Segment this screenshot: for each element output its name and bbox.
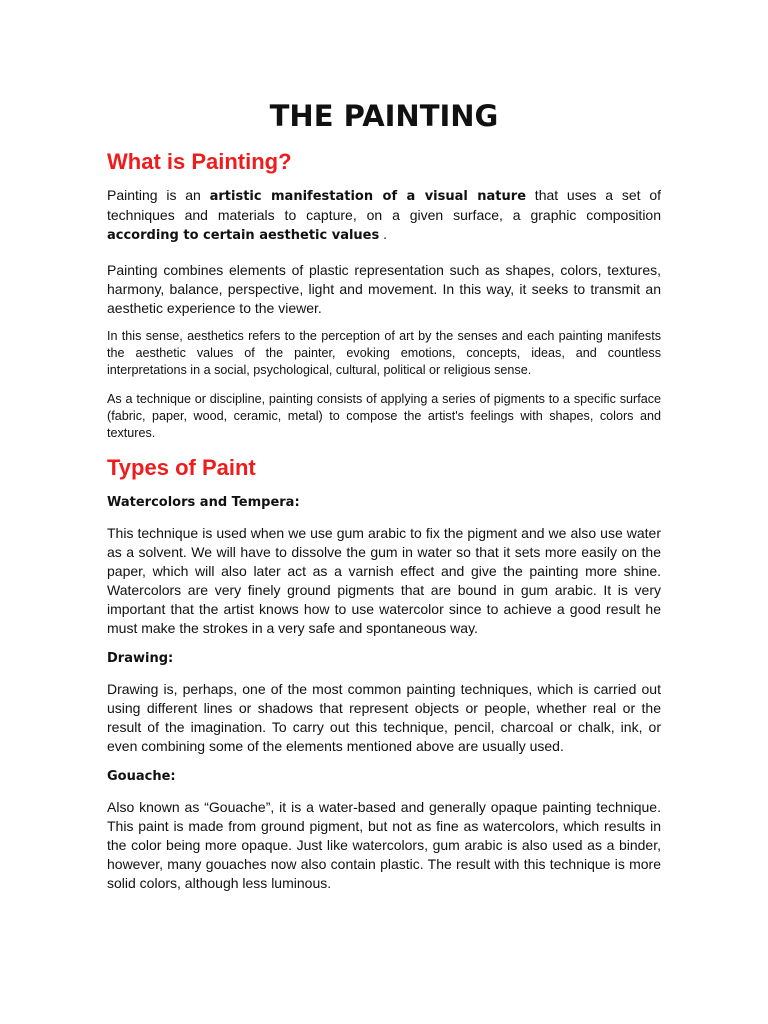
paragraph-aesthetics: In this sense, aesthetics refers to the perception of art by the senses and each painting manifests the aesthetic values of the painter, evoking emotions, concepts, ideas, and countless interpretations in a social, psychological, cultural, political or religious sense. bbox=[107, 329, 661, 377]
paragraph-technique: As a technique or discipline, painting consists of applying a series of pigments to a specific surface (fabric, paper, wood, ceramic, metal) to compose the artist's feelings with shapes, colors and textures. bbox=[107, 392, 661, 440]
paragraph-gouache: Also known as “Gouache”, it is a water-based and generally opaque painting technique. This paint is made from ground pigment, but not as fine as watercolors, which results in the color being more opaque. Just like watercolors, gum arabic is also used as a binder, however, many gouaches now also contain plastic. The result with this technique is more solid colors, although less luminous. bbox=[107, 799, 661, 891]
bold-phrase: according to certain aesthetic values bbox=[107, 228, 380, 243]
subheading-drawing: Drawing: bbox=[107, 651, 174, 666]
bold-phrase: artistic manifestation of a visual nature bbox=[209, 189, 527, 204]
page-title: THE PAINTING bbox=[269, 99, 499, 133]
paragraph-definition: Painting is an artistic manifestation of a visual nature that uses a set of techniques and materials to capture, on a given surface, a graphic composition according to certain aesthetic values . bbox=[107, 187, 661, 243]
subheading-watercolors: Watercolors and Tempera: bbox=[107, 495, 300, 510]
subheading-gouache: Gouache: bbox=[107, 769, 176, 784]
section-heading-types-of-paint: Types of Paint bbox=[107, 455, 256, 480]
section-heading-what-is-painting: What is Painting? bbox=[107, 149, 292, 174]
paragraph-watercolors: This technique is used when we use gum arabic to fix the pigment and we also use water as a solvent. We will have to dissolve the gum in water so that it sets more easily on the paper, which will also later act as a varnish effect and give the painting more shine. Watercolors are very finely ground pigments that are bound in gum arabic. It is very important that the artist knows how to use watercolor since to achieve a good result he must make the strokes in a very safe and spontaneous way. bbox=[107, 525, 661, 636]
paragraph-elements: Painting combines elements of plastic representation such as shapes, colors, textures, harmony, balance, perspective, light and movement. In this way, it seeks to transmit an aesthetic experience to the viewer. bbox=[107, 262, 661, 316]
paragraph-drawing: Drawing is, perhaps, one of the most common painting techniques, which is carried out using different lines or shadows that represent objects or people, whether real or the result of the imagination. To carry out this technique, pencil, charcoal or chalk, ink, or even combining some of the elements mentioned above are usually used. bbox=[107, 681, 661, 754]
